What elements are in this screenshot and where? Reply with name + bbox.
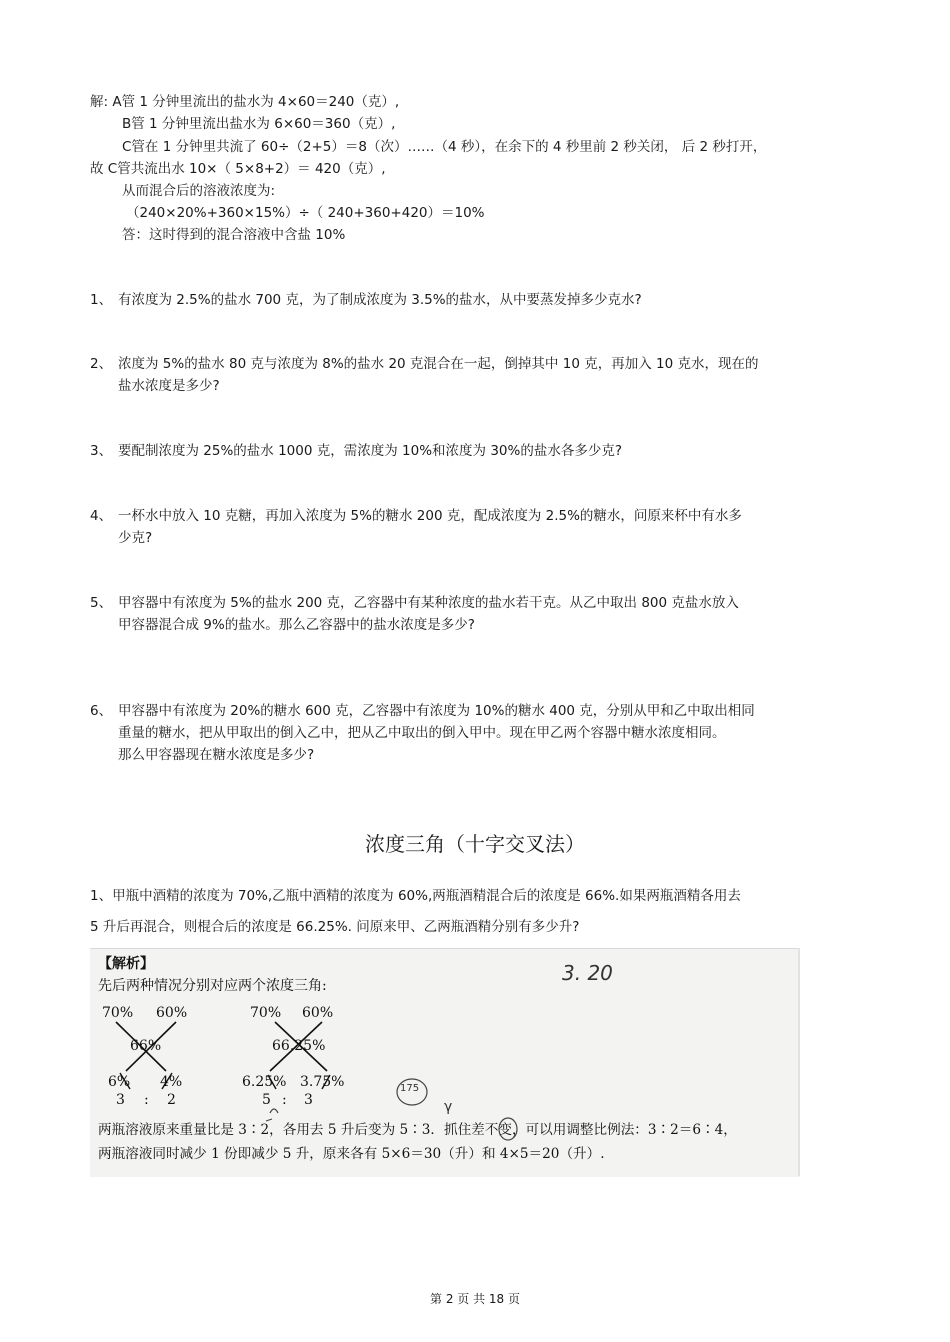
solution-line-3: C管在 1 分钟里共流了 60÷（2+5）＝8（次）……（4 秒），在余下的 4 秒里前 2 秒关闭， 后 2 秒打开， [122, 139, 767, 155]
handwritten-note: 3. 20 [562, 961, 613, 985]
solution-line-4: 故 C管共流出水 10×（ 5×8+2）＝ 420（克）, [90, 161, 386, 177]
scan-edge [798, 948, 800, 1176]
tri1-center: 66% [130, 1038, 162, 1054]
problem-text: 盐水浓度是多少? [118, 378, 220, 394]
handwritten-mark: γ [444, 1099, 453, 1115]
tri2-ratio-right: 3 [304, 1092, 313, 1108]
example-line-1: 1、甲瓶中酒精的浓度为 70%,乙瓶中酒精的浓度为 60%,两瓶酒精混合后的浓度是 66%.如果两瓶酒精各用去 [90, 888, 741, 904]
analysis-scan [90, 948, 800, 1177]
tri1-ratio-right: 2 [167, 1092, 176, 1108]
example-line-2: 5 升后再混合，则棍合后的浓度是 66.25%. 问原来甲、乙两瓶酒精分别有多少升? [90, 919, 580, 935]
tri1-bottom-right: 4% [160, 1074, 183, 1090]
problem-text: 那么甲容器现在糖水浓度是多少? [118, 747, 315, 763]
tri2-ratio-left: 5 [262, 1092, 271, 1108]
tri1-bottom-left: 6% [108, 1074, 131, 1090]
tri2-ratio-colon: : [282, 1092, 287, 1108]
problem-number: 3、 [90, 443, 113, 459]
tri1-ratio-left: 3 [116, 1092, 125, 1108]
solution-line-2: B管 1 分钟里流出盐水为 6×60＝360（克）, [122, 116, 396, 132]
problem-text: 甲容器中有浓度为 5%的盐水 200 克，乙容器中有某种浓度的盐水若干克。从乙中取出 800 克盐水放入 [118, 595, 739, 611]
tri2-bottom-right: 3.75% [300, 1074, 345, 1090]
analysis-line-1: 两瓶溶液原来重量比是 3∶2，各用去 5 升后变为 5∶3．抓住差不变，可以用调整比例法：3∶2＝6∶4， [98, 1122, 737, 1138]
problem-number: 4、 [90, 508, 113, 524]
problem-number: 1、 [90, 292, 113, 308]
analysis-label: 【解析】 [98, 956, 154, 972]
problem-text: 浓度为 5%的盐水 80 克与浓度为 8%的盐水 20 克混合在一起，倒掉其中 10 克，再加入 10 克水，现在的 [118, 356, 759, 372]
problem-text: 少克? [118, 530, 153, 546]
tri1-ratio-colon: : [144, 1092, 149, 1108]
tri1-left: 70% [102, 1005, 134, 1021]
solution-line-5: 从而混合后的溶液浓度为: [122, 183, 276, 199]
page-number: 第 2 页 共 18 页 [430, 1292, 520, 1306]
analysis-intro: 先后两种情况分别对应两个浓度三角: [98, 978, 327, 994]
problem-text: 一杯水中放入 10 克糖，再加入浓度为 5%的糖水 200 克，配成浓度为 2.5%的糖水，问原来杯中有水多 [118, 508, 742, 524]
problem-text: 重量的糖水，把从甲取出的倒入乙中，把从乙中取出的倒入甲中。现在甲乙两个容器中糖水浓度相同。 [118, 725, 726, 741]
handwritten-circled-number: 175 [400, 1083, 420, 1094]
problem-text: 甲容器混合成 9%的盐水。那么乙容器中的盐水浓度是多少? [118, 617, 475, 633]
problem-text: 要配制浓度为 25%的盐水 1000 克，需浓度为 10%和浓度为 30%的盐水各多少克? [118, 443, 622, 459]
problem-number: 2、 [90, 356, 113, 372]
section-title: 浓度三角（十字交叉法） [365, 832, 585, 856]
problem-text: 有浓度为 2.5%的盐水 700 克，为了制成浓度为 3.5%的盐水，从中要蒸发掉多少克水? [118, 292, 642, 308]
analysis-line-2: 两瓶溶液同时减少 1 份即减少 5 升，原来各有 5×6＝30（升）和 4×5＝20（升）. [98, 1146, 605, 1162]
problem-text: 甲容器中有浓度为 20%的糖水 600 克，乙容器中有浓度为 10%的糖水 400 克，分别从甲和乙中取出相同 [118, 703, 755, 719]
tri2-right: 60% [302, 1005, 334, 1021]
tri1-right: 60% [156, 1005, 188, 1021]
tri2-center: 66.25% [272, 1038, 326, 1054]
solution-line-1: 解: A管 1 分钟里流出的盐水为 4×60＝240（克）, [90, 94, 400, 110]
tri2-bottom-left: 6.25% [242, 1074, 287, 1090]
solution-answer: 答：这时得到的混合溶液中含盐 10% [122, 227, 346, 243]
solution-line-6: （240×20%+360×15%）÷（ 240+360+420）＝10% [126, 205, 485, 221]
problem-number: 6、 [90, 703, 113, 719]
tri2-left: 70% [250, 1005, 282, 1021]
problem-number: 5、 [90, 595, 113, 611]
